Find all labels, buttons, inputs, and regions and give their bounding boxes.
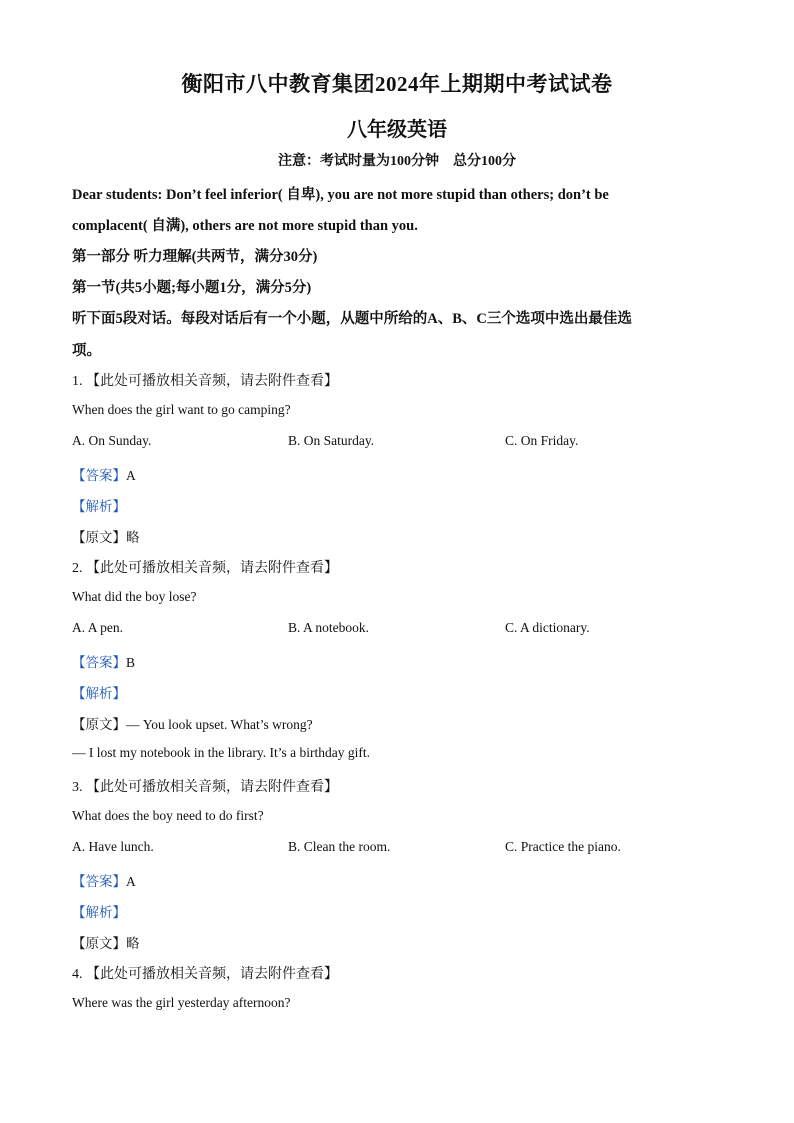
question-1-option-a: A. On Sunday.	[72, 433, 152, 448]
original-text: 略	[126, 936, 140, 951]
audio-notice-link[interactable]: 【此处可播放相关音频，请去附件查看】	[86, 561, 338, 576]
exam-subtitle: 八年级英语	[347, 119, 447, 141]
question-2-option-a: A. A pen.	[72, 620, 124, 635]
original-text: — You look upset. What’s wrong?	[126, 717, 313, 732]
question-2-original-line-2: — I lost my notebook in the library. It’s a birthday gift.	[72, 745, 370, 760]
question-3-audio	[72, 776, 338, 796]
question-4-text: Where was the girl yesterday afternoon?	[72, 995, 291, 1010]
question-1-text: When does the girl want to go camping?	[72, 402, 291, 417]
original-label: 【原文】	[72, 936, 126, 951]
question-2-analysis	[72, 682, 126, 702]
analysis-label: 【解析】	[72, 686, 126, 701]
question-2-option-b: B. A notebook.	[288, 620, 370, 635]
analysis-label: 【解析】	[72, 499, 126, 514]
question-4-audio	[72, 963, 338, 983]
question-number: 1.	[72, 374, 83, 389]
answer-value: A	[126, 468, 136, 483]
original-label: 【原文】	[72, 717, 126, 732]
question-2-answer	[72, 651, 135, 671]
answer-value: A	[126, 874, 136, 889]
intro-line-2: complacent( 自满), others are not more stupid than you.	[72, 218, 418, 234]
exam-note: 注意：考试时量为100分钟 总分100分	[278, 154, 516, 169]
question-3-option-c: C. Practice the piano.	[505, 839, 621, 854]
question-2-original	[72, 713, 313, 733]
question-1-original	[72, 526, 140, 546]
part-heading: 第一部分 听力理解(共两节，满分30分)	[72, 249, 318, 265]
instructions-line-1: 听下面5段对话。每段对话后有一个小题，从题中所给的A、B、C三个选项中选出最佳选	[72, 311, 632, 327]
intro-line-1: Dear students: Don’t feel inferior( 自卑), you are not more stupid than others; don’t be	[72, 187, 609, 203]
question-3-original	[72, 932, 140, 952]
question-3-text: What does the boy need to do first?	[72, 808, 264, 823]
question-3-option-a: A. Have lunch.	[72, 839, 154, 854]
audio-notice-link[interactable]: 【此处可播放相关音频，请去附件查看】	[86, 967, 338, 982]
question-2-option-c: C. A dictionary.	[505, 620, 590, 635]
instructions-line-2: 项。	[72, 343, 101, 359]
audio-notice-link[interactable]: 【此处可播放相关音频，请去附件查看】	[86, 374, 338, 389]
question-3-option-b: B. Clean the room.	[288, 839, 391, 854]
question-number: 3.	[72, 780, 83, 795]
answer-label: 【答案】	[72, 874, 126, 889]
question-2-text: What did the boy lose?	[72, 589, 197, 604]
original-text: 略	[126, 530, 140, 545]
question-1-option-c: C. On Friday.	[505, 433, 579, 448]
section-heading: 第一节(共5小题;每小题1分，满分5分)	[72, 280, 312, 296]
question-2-audio	[72, 557, 338, 577]
analysis-label: 【解析】	[72, 905, 126, 920]
question-1-audio	[72, 370, 338, 390]
question-3-analysis	[72, 901, 126, 921]
question-number: 4.	[72, 967, 83, 982]
question-3-answer	[72, 870, 136, 890]
question-1-answer	[72, 464, 136, 484]
question-number: 2.	[72, 561, 83, 576]
answer-label: 【答案】	[72, 655, 126, 670]
original-label: 【原文】	[72, 530, 126, 545]
question-1-analysis	[72, 495, 126, 515]
question-1-option-b: B. On Saturday.	[288, 433, 375, 448]
audio-notice-link[interactable]: 【此处可播放相关音频，请去附件查看】	[86, 780, 338, 795]
answer-value: B	[126, 655, 136, 670]
answer-label: 【答案】	[72, 468, 126, 483]
exam-title: 衡阳市八中教育集团2024年上期期中考试试卷	[181, 72, 613, 96]
